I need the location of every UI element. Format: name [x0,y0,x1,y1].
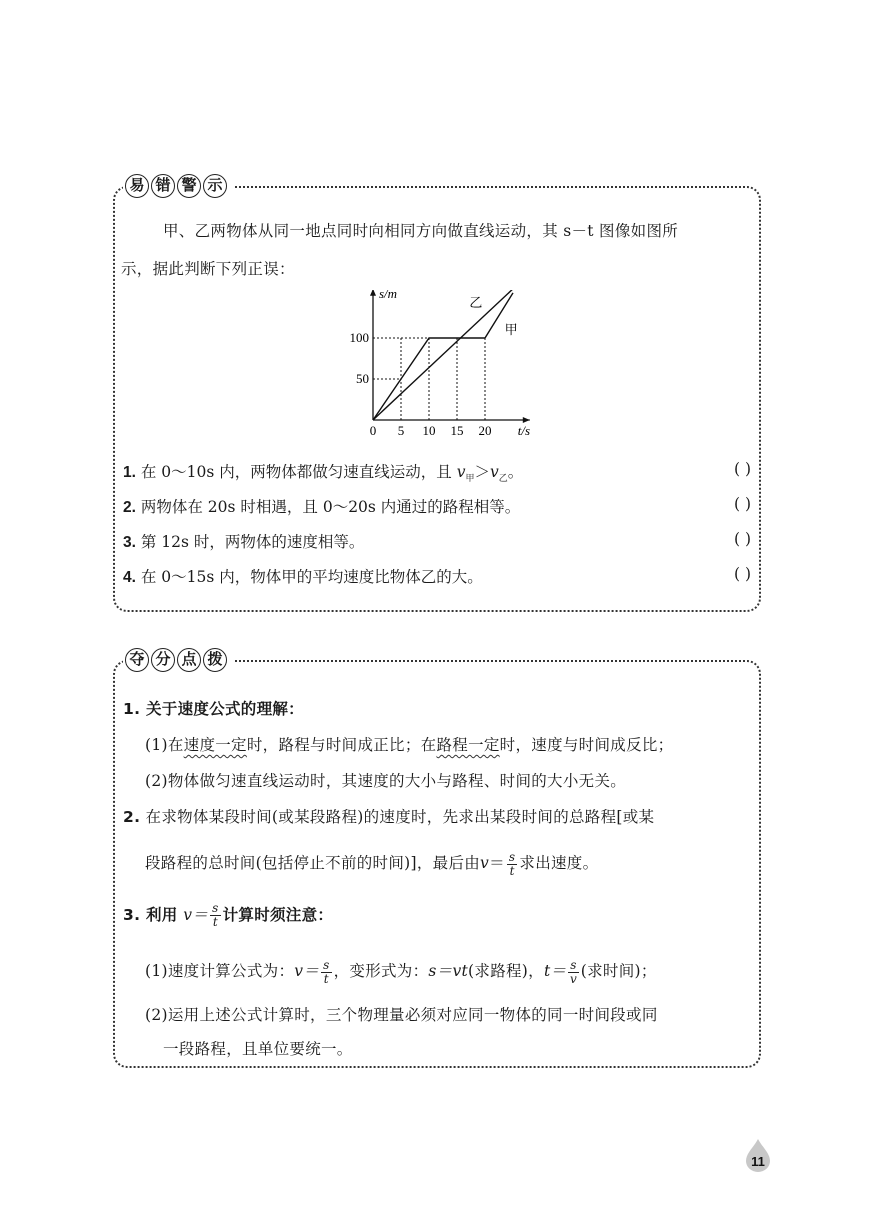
fraction-s-over-t [321,959,331,986]
s-t-chart [327,290,547,440]
badge-char: 易 [125,174,149,198]
text: 段路程的总时间(包括停止不前的时间)]，最后由 [145,854,481,872]
subscript: 甲 [465,474,475,485]
section-badge-key-points [123,648,233,672]
x-tick-label: 15 [450,423,464,438]
point-line: (2)物体做匀速直线运动时，其速度的大小与路程、时间的大小无关。 [145,772,627,790]
greater-than: ＞ [474,463,490,481]
formula: s＝vt [428,962,469,980]
section-badge-mistakes [123,174,233,198]
key-points-box [113,650,761,1068]
intro-line-1: 甲、乙两物体从同一地点同时向相同方向做直线运动，其 s－t 图像如图所 [163,222,679,240]
text: ，变形式为： [333,962,429,980]
wavy-underlined-text: 速度一定 [183,736,247,754]
badge-char: 警 [177,174,201,198]
y-axis-arrow [370,290,376,296]
formula-lhs: v＝ [183,906,209,924]
series-label: 甲 [504,322,518,337]
denominator: v [569,971,578,986]
intro-line-2: 示，据此判断下列正误： [121,260,295,278]
badge-char: 夺 [125,648,149,672]
y-tick-label: 50 [356,371,369,386]
answer-blank[interactable]: ( ) [733,460,751,478]
numerator: s [212,901,219,915]
badge-char: 示 [203,174,227,198]
answer-blank[interactable]: ( ) [733,565,751,583]
point-line: 一段路程，且单位要统一。 [163,1040,353,1058]
formula-lhs: t＝ [543,962,567,980]
item-text: 在 0～10s 内，两物体都做匀速直线运动，且 [140,463,457,481]
text: (1)速度计算公式为： [145,962,295,980]
item-number: 3. [123,534,136,551]
text: (求路程)， [468,962,544,980]
text: 在求物体某段时间(或某段路程)的速度时，先求出某段时间的总路程[或某 [145,808,655,826]
text: 3. 利用 [123,906,184,924]
point-line [123,802,654,832]
x-tick-label: 0 [369,423,377,438]
series-label: 乙 [469,294,483,310]
common-mistakes-box [113,176,761,612]
badge-char: 错 [151,174,175,198]
numerator: s [323,957,330,972]
point-line: (2)运用上述公式计算时，三个物理量必须对应同一物体的同一时间段或同 [145,1006,658,1024]
point-line [145,730,673,760]
page-number: 11 [751,1154,765,1169]
badge-char: 拨 [203,648,227,672]
item-text: 在 0～15s 内，物体甲的平均速度比物体乙的大。 [140,568,483,586]
denominator: t [509,863,515,878]
y-axis-label: s/m [379,290,398,301]
fraction-s-over-t [507,851,517,878]
item-number: 4. [123,569,136,586]
point-line [145,956,657,986]
item-number: 2. [123,499,136,516]
point-number: 2. [123,808,141,826]
answer-blank[interactable]: ( ) [733,530,751,548]
question-item-1 [123,460,751,484]
velocity-symbol: v [490,463,499,481]
x-tick-label: 5 [397,423,405,438]
subscript: 乙 [498,474,508,485]
text: 求出速度。 [519,854,599,872]
text: 计算时须注意： [222,906,334,924]
fraction-s-over-v [568,959,578,986]
velocity-symbol: v [456,463,466,481]
velocity-symbol: v [480,854,490,872]
x-tick-label: 10 [422,423,436,438]
series-line-1 [373,290,513,420]
fraction-s-over-t [210,902,220,929]
answer-blank[interactable]: ( ) [733,495,751,513]
point-line [145,848,598,878]
numerator: s [570,957,577,972]
item-text: 。 [507,463,524,481]
text: 时，速度与时间成反比； [499,736,674,754]
item-text: 两物体在 20s 时相遇，且 0～20s 内通过的路程相等。 [140,498,521,516]
formula-lhs: v＝ [294,962,320,980]
item-text: 第 12s 时，两物体的速度相等。 [140,533,365,551]
wavy-underlined-text: 路程一定 [436,736,500,754]
denominator: t [323,971,329,986]
numerator: s [508,849,516,864]
item-number: 1. [123,464,136,481]
text: (1)在 [145,736,184,754]
question-item-3 [123,530,751,552]
point-heading-3 [123,900,333,930]
y-tick-label: 100 [349,330,369,345]
equals: ＝ [489,854,505,872]
x-axis-label: t/s [517,423,531,438]
badge-char: 点 [177,648,201,672]
page-number-drop [744,1138,772,1172]
text: (求时间)； [580,962,657,980]
question-item-2 [123,495,751,517]
text: 时，路程与时间成正比；在 [246,736,437,754]
denominator: t [212,915,218,929]
question-item-4 [123,565,751,587]
badge-char: 分 [151,648,175,672]
x-tick-label: 20 [478,423,492,438]
point-heading-1: 1. 关于速度公式的理解： [123,700,304,718]
